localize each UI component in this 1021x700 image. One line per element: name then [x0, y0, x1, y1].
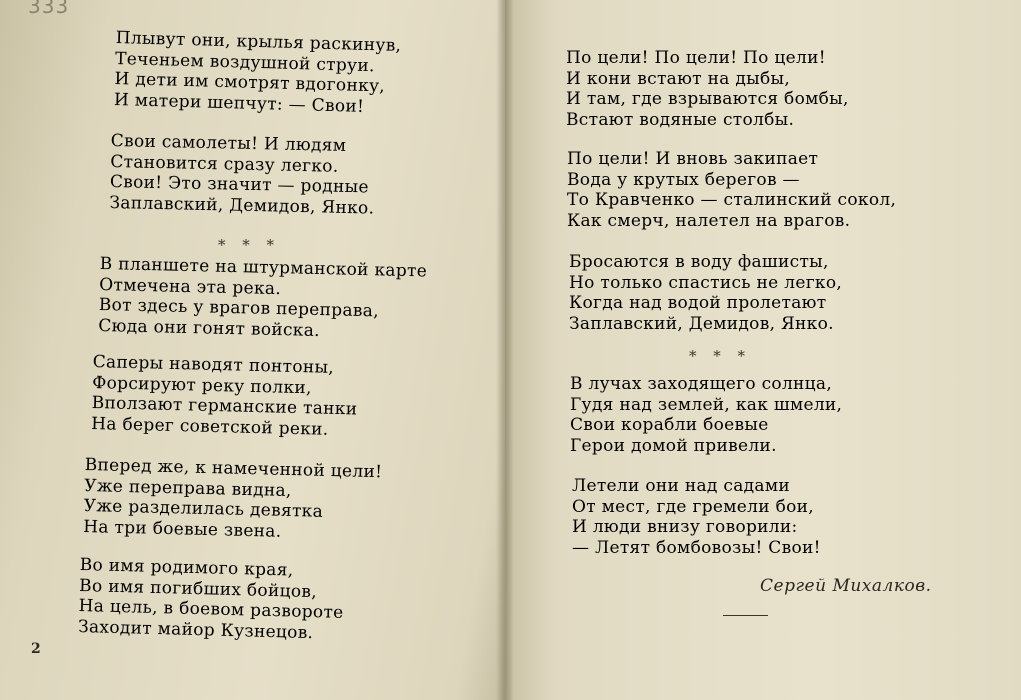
- poem-line: Вползают германские танки: [91, 392, 358, 420]
- poem-line: Свои корабли боевые: [570, 415, 769, 435]
- poem-line: Заходит майор Кузнецов.: [77, 616, 314, 643]
- poem-line: Летели они над садами: [572, 476, 790, 496]
- poem-line: Вот здесь у врагов переправа,: [98, 294, 380, 322]
- poem-line: В планшете на штурманской карте: [99, 254, 428, 282]
- poem-line: Уже переправа видна,: [84, 475, 292, 501]
- page-number: 2: [31, 641, 41, 657]
- left-stanza-4: [91, 352, 359, 440]
- poem-line: От мест, где гремели бои,: [572, 496, 814, 517]
- poem-line: Сюда они гонят войска.: [98, 315, 321, 341]
- right-stanza-2: [567, 149, 896, 231]
- poem-line: На цель, в боевом развороте: [78, 595, 344, 623]
- right-stanza-3: [569, 252, 842, 334]
- poem-line: На берег советской реки.: [91, 413, 329, 440]
- book-gutter: [496, 0, 514, 700]
- poem-line: Когда над водой пролетают: [569, 293, 827, 313]
- poem-line: И люди внизу говорили:: [572, 517, 798, 537]
- poem-line: Как смерч, налетел на врагов.: [567, 210, 851, 231]
- poem-line: По цели! По цели! По цели!: [566, 48, 826, 68]
- poem-line: Становится сразу легко.: [110, 151, 339, 177]
- poem-line: — Летят бомбовозы! Свои!: [572, 537, 821, 558]
- section-separator: * * *: [218, 236, 281, 254]
- left-stanza-3: [98, 254, 427, 343]
- left-stanza-2: [109, 131, 375, 219]
- right-stanza-5: [572, 476, 821, 558]
- left-stanza-6: [78, 555, 345, 644]
- poem-line: Вода у крутых берегов —: [567, 169, 800, 190]
- poem-line: Свои! Это значит — родные: [109, 171, 370, 198]
- poem-line: И матери шепчут: — Свои!: [113, 89, 365, 117]
- signature-rule: [723, 615, 768, 616]
- poem-line: Встают водяные столбы.: [566, 109, 795, 130]
- poem-line: Форсируют реку полки,: [92, 372, 313, 398]
- poem-line: Свои самолеты! И людям: [110, 131, 347, 156]
- poem-line: В лучах заходящего солнца,: [570, 374, 833, 394]
- poem-line: Теченьем воздушной струи.: [114, 48, 375, 76]
- poem-line: Плывут они, крылья раскинув,: [115, 28, 402, 56]
- poem-line: Во имя родимого края,: [79, 555, 294, 581]
- poem-line: На три боевые звена.: [83, 516, 282, 542]
- poem-line: Уже разделилась девятка: [83, 495, 324, 522]
- left-stanza-1: [114, 28, 402, 118]
- poem-line: Во имя погибших бойцов,: [78, 575, 318, 602]
- poem-line: И там, где взрываются бомбы,: [566, 89, 849, 109]
- author-signature: Сергей Михалков.: [760, 576, 932, 596]
- section-separator: * * *: [689, 347, 752, 365]
- poem-line: Заплавский, Демидов, Янко.: [569, 313, 834, 334]
- poem-line: Гудя над землей, как шмели,: [570, 394, 843, 415]
- poem-line: Отмечена эта река.: [99, 274, 282, 299]
- poem-line: Вперед же, к намеченной цели!: [84, 455, 383, 483]
- poem-line: Саперы наводят понтоны,: [92, 352, 335, 378]
- poem-line: То Кравченко — сталинский сокол,: [567, 190, 897, 210]
- poem-line: И дети им смотрят вдогонку,: [114, 68, 386, 97]
- poem-line: Герои домой привели.: [570, 435, 777, 456]
- corner-mark: 333: [28, 0, 70, 18]
- poem-line: Бросаются в воду фашисты,: [569, 252, 829, 272]
- right-stanza-1: [566, 48, 849, 130]
- right-stanza-4: [570, 374, 842, 456]
- poem-line: И кони встают на дыбы,: [566, 68, 791, 89]
- poem-line: Но только спастись не легко,: [569, 272, 843, 293]
- poem-line: По цели! И вновь закипает: [567, 149, 819, 169]
- poem-line: Заплавский, Демидов, Янко.: [109, 192, 375, 219]
- left-stanza-5: [83, 455, 382, 544]
